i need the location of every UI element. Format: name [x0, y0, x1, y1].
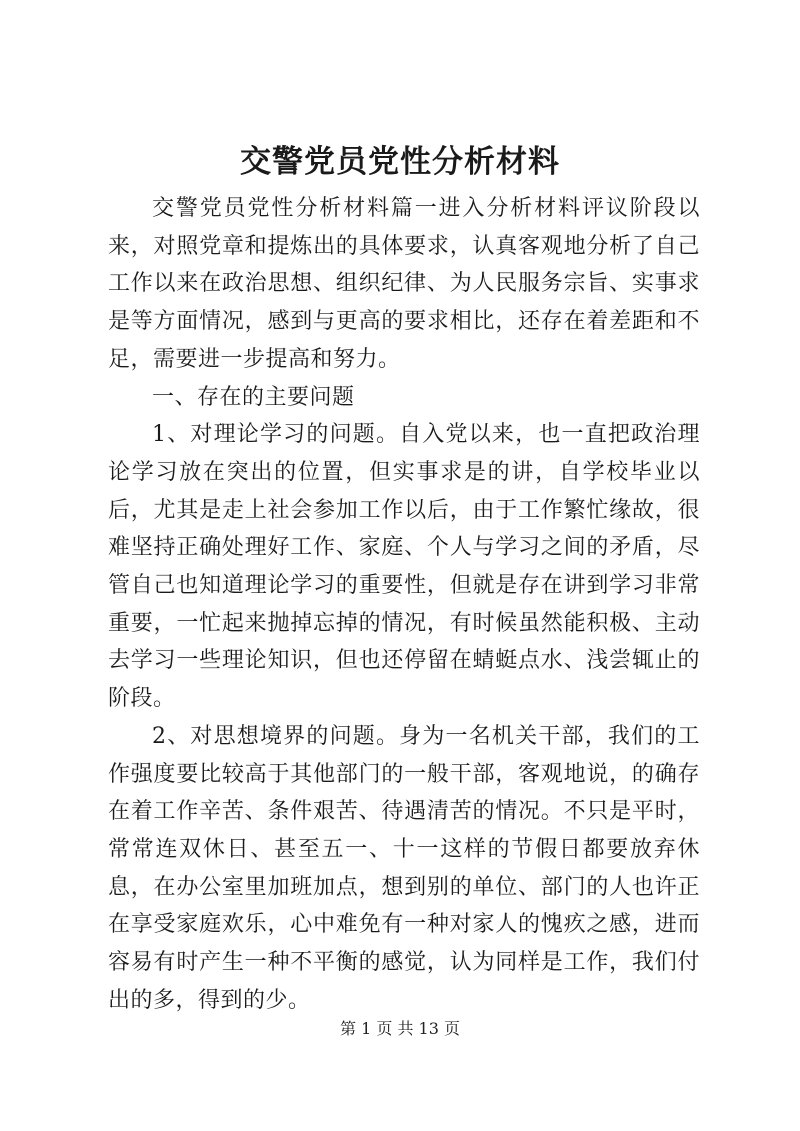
section-heading-problems: 一、存在的主要问题: [152, 384, 355, 410]
paragraph-ideological-level: 2、对思想境界的问题。身为一名机关干部，我们的工作强度要比较高于其他部门的一般干部，客观地说，的确存在着工作辛苦、条件艰苦、待遇清苦的情况。不只是平时，常常连双休日、甚至五一、十一这样的节假日都要放弃休息，在办公室里加班加点，想到别的单位、部门的人也许正在享受家庭欢乐，心中难免有一种对家人的愧疚之感，进而容易有时产生一种不平衡的感觉，认为同样是工作，我们付出的多，得到的少。: [108, 723, 700, 1013]
paragraph-intro: 交警党员党性分析材料篇一进入分析材料评议阶段以来，对照党章和提炼出的具体要求，认真客观地分析了自己工作以来在政治思想、组织纪律、为人民服务宗旨、实事求是等方面情况，感到与更高的要求相比，还存在着差距和不足，需要进一步提高和努力。: [108, 196, 700, 372]
document-title: 交警党员党性分析材料: [240, 144, 560, 180]
paragraph-theory-study: 1、对理论学习的问题。自入党以来，也一直把政治理论学习放在突出的位置，但实事求是的讲，自学校毕业以后，尤其是走上社会参加工作以后，由于工作繁忙缘故，很难坚持正确处理好工作、家庭、个人与学习之间的矛盾，尽管自己也知道理论学习的重要性，但就是存在讲到学习非常重要，一忙起来抛掉忘掉的情况，有时候虽然能积极、主动去学习一些理论知识，但也还停留在蜻蜓点水、浅尝辄止的阶段。: [108, 422, 700, 712]
document-body: [108, 190, 700, 1019]
page-number-footer: 第 1 页 共 13 页: [340, 1019, 460, 1038]
